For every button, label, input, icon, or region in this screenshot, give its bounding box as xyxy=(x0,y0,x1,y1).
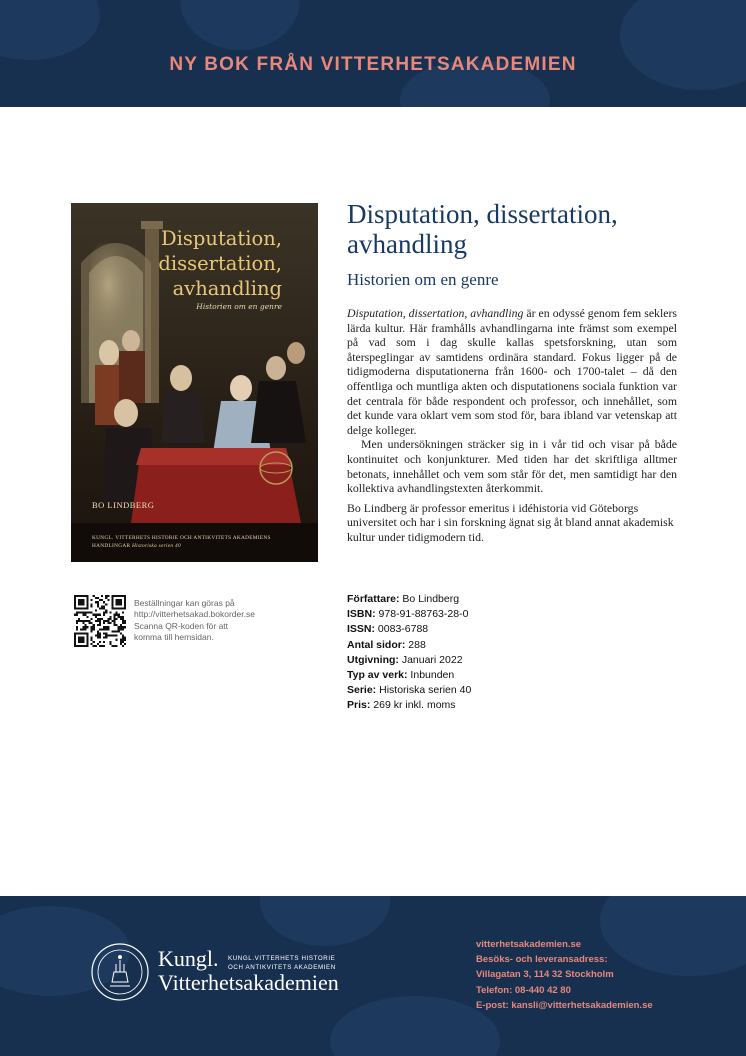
book-title: Disputation, dissertation, avhandling xyxy=(347,199,618,259)
detail-row: ISSN: 0083-6788 xyxy=(347,623,429,636)
detail-row: Serie: Historiska serien 40 xyxy=(347,684,472,697)
header-title: NY BOK FRÅN VITTERHETSAKADEMIEN xyxy=(169,54,577,75)
decor-blob xyxy=(260,896,390,946)
contact-info xyxy=(476,937,653,1013)
detail-row: Antal sidor: 288 xyxy=(347,638,426,651)
cover-title: Disputation, dissertation, avhandling xyxy=(158,227,282,300)
address-label: Besöks- och leveransadress: xyxy=(476,954,608,966)
detail-row: Utgivning: Januari 2022 xyxy=(347,653,463,666)
book-description xyxy=(347,306,677,545)
address: Villagatan 3, 114 32 Stockholm xyxy=(476,969,614,981)
book-cover xyxy=(71,203,318,562)
order-info: Beställningar kan göras på http://vitterhetsakad.bokorder.se Scanna QR-koden för att komma till hemsidan. xyxy=(134,598,304,643)
website-link[interactable]: vitterhetsakademien.se xyxy=(476,939,582,950)
decor-blob xyxy=(330,996,500,1056)
qr-code[interactable] xyxy=(74,595,126,647)
decor-blob xyxy=(180,0,300,50)
academy-seal-icon xyxy=(90,942,150,1002)
decor-blob xyxy=(620,0,746,90)
author-bio: Bo Lindberg är professor emeritus i idéhistoria vid Göteborgs universitet och har i sin forskning ägnat sig åt bland annat akademisk kultur under tidigmodern tid. xyxy=(347,500,674,544)
header-band xyxy=(0,0,746,107)
detail-row: Pris: 269 kr inkl. moms xyxy=(347,699,456,712)
detail-row: Typ av verk: Inbunden xyxy=(347,669,455,682)
phone: Telefon: 08-440 42 80 xyxy=(476,984,571,996)
cover-author: BO LINDBERG xyxy=(92,500,155,510)
detail-row: ISBN: 978-91-88763-28-0 xyxy=(347,608,469,621)
description-paragraph: Disputation, dissertation, avhandling är en odyssé genom fem seklers lärda kultur. Här framhålls avhandlingarna inte främst som exempel på vad som i dag skulle kallas spetsforskning, utan som återspeglingar av samtidens ordinära standard. Fokus ligger på de tidigmoderna disputationerna från 1600- och 1700-talet – då den offentliga och muntliga akten och disputationens sociala funktion var det centrala för både respondent och professor, och innehållet, som det kunde vara oklart vem som stod för, bara ibland var vetenskap att delge kolleger. xyxy=(347,306,677,437)
cover-subtitle: Historien om en genre xyxy=(196,302,282,311)
order-link[interactable]: http://vitterhetsakad.bokorder.se xyxy=(134,609,255,620)
book-subtitle: Historien om en genre xyxy=(347,270,499,289)
description-paragraph: Men undersökningen sträcker sig in i vår tid och visar på både kontinuitet och konjunkturer. Med tiden har det skriftliga alltmer betonats, innehållet och vem som står för det, men samtidigt har den kollektiva avhandlingstexten återkommit. xyxy=(347,437,677,496)
book-details xyxy=(347,592,647,714)
email-link[interactable]: E-post: kansli@vitterhetsakademien.se xyxy=(476,999,653,1011)
academy-logo-text: Kungl. Vitterhetsakademien xyxy=(158,946,339,995)
academy-logo-subtext: KUNGL.VITTERHETS HISTORIE OCH ANTIKVITETS AKADEMIEN xyxy=(228,955,336,971)
detail-row: Författare: Bo Lindberg xyxy=(347,593,460,605)
decor-blob xyxy=(0,0,100,60)
cover-publisher: KUNGL. VITTERHETS HISTORIE OCH ANTIKVITETS AKADEMIENS HANDLINGAR Historiska serien 40 xyxy=(92,535,271,549)
